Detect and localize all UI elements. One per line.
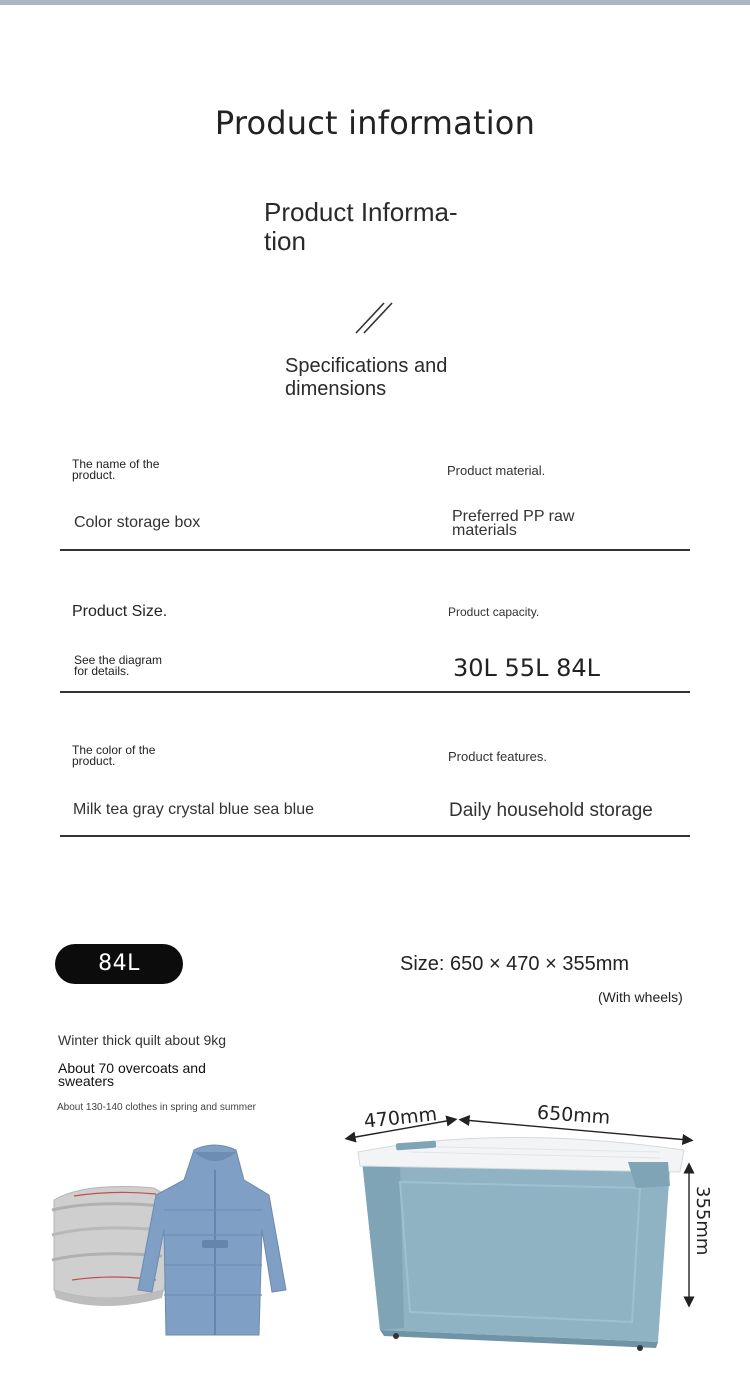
spec-heading [285, 355, 485, 401]
product-features-value: Daily household storage [449, 800, 653, 821]
product-color-label-line-1: The color of the [72, 743, 156, 757]
product-color-label [72, 745, 155, 767]
height-label: 355mm [692, 1186, 713, 1256]
spec-heading-line-2: dimensions [285, 378, 387, 400]
row-divider-3 [60, 835, 690, 837]
product-material-value-line-1: Preferred PP raw [452, 508, 575, 525]
spec-heading-line-1: Specifications and [285, 355, 448, 377]
subtitle-line-2: tion [264, 226, 306, 256]
row-divider-2 [60, 691, 690, 693]
product-color-value: Milk tea gray crystal blue sea blue [73, 801, 314, 818]
size-text: Size: 650 × 470 × 355mm [400, 953, 630, 975]
product-name-value: Color storage box [74, 514, 201, 531]
product-capacity-label: Product capacity. [448, 605, 540, 619]
wheels-note: (With wheels) [598, 989, 683, 1005]
page-title: Product information [214, 104, 536, 142]
product-features-label: Product features. [448, 749, 547, 764]
storage-box-icon [358, 1137, 684, 1351]
product-material-value-line-2: materials [452, 522, 517, 539]
down-coat-icon [138, 1145, 286, 1335]
top-accent-bar [0, 0, 750, 5]
subtitle-line-1: Product Informa- [264, 197, 458, 227]
section-subtitle [264, 198, 494, 256]
width-label: 650mm [536, 1101, 611, 1129]
product-size-value-line-2: for details. [74, 664, 130, 678]
product-size-value [74, 655, 162, 677]
depth-label: 470mm [362, 1103, 439, 1133]
product-material-label: Product material. [447, 463, 546, 478]
capacity-caption-overcoats-line-2: sweaters [58, 1073, 115, 1089]
capacity-badge: 84L [55, 944, 183, 984]
row-divider-1 [60, 549, 690, 551]
capacity-caption-overcoats-line-1: About 70 overcoats and [58, 1060, 206, 1076]
double-slash-divider [352, 298, 398, 338]
storage-box-diagram [340, 1090, 720, 1360]
product-size-label: Product Size. [72, 603, 168, 620]
product-capacity-value: 30L 55L 84L [453, 654, 600, 682]
product-name-label-line-1: The name of the [72, 457, 160, 471]
capacity-caption-overcoats [58, 1062, 258, 1088]
product-material-value [452, 510, 574, 538]
product-size-value-line-1: See the diagram [74, 653, 163, 667]
quilt-and-coat-image [44, 1140, 294, 1340]
product-color-label-line-2: product. [72, 754, 116, 768]
product-name-label-line-2: product. [72, 468, 116, 482]
capacity-caption-quilt: Winter thick quilt about 9kg [58, 1032, 227, 1048]
capacity-caption-clothes: About 130-140 clothes in spring and summer [57, 1102, 257, 1113]
product-name-label [72, 459, 159, 481]
